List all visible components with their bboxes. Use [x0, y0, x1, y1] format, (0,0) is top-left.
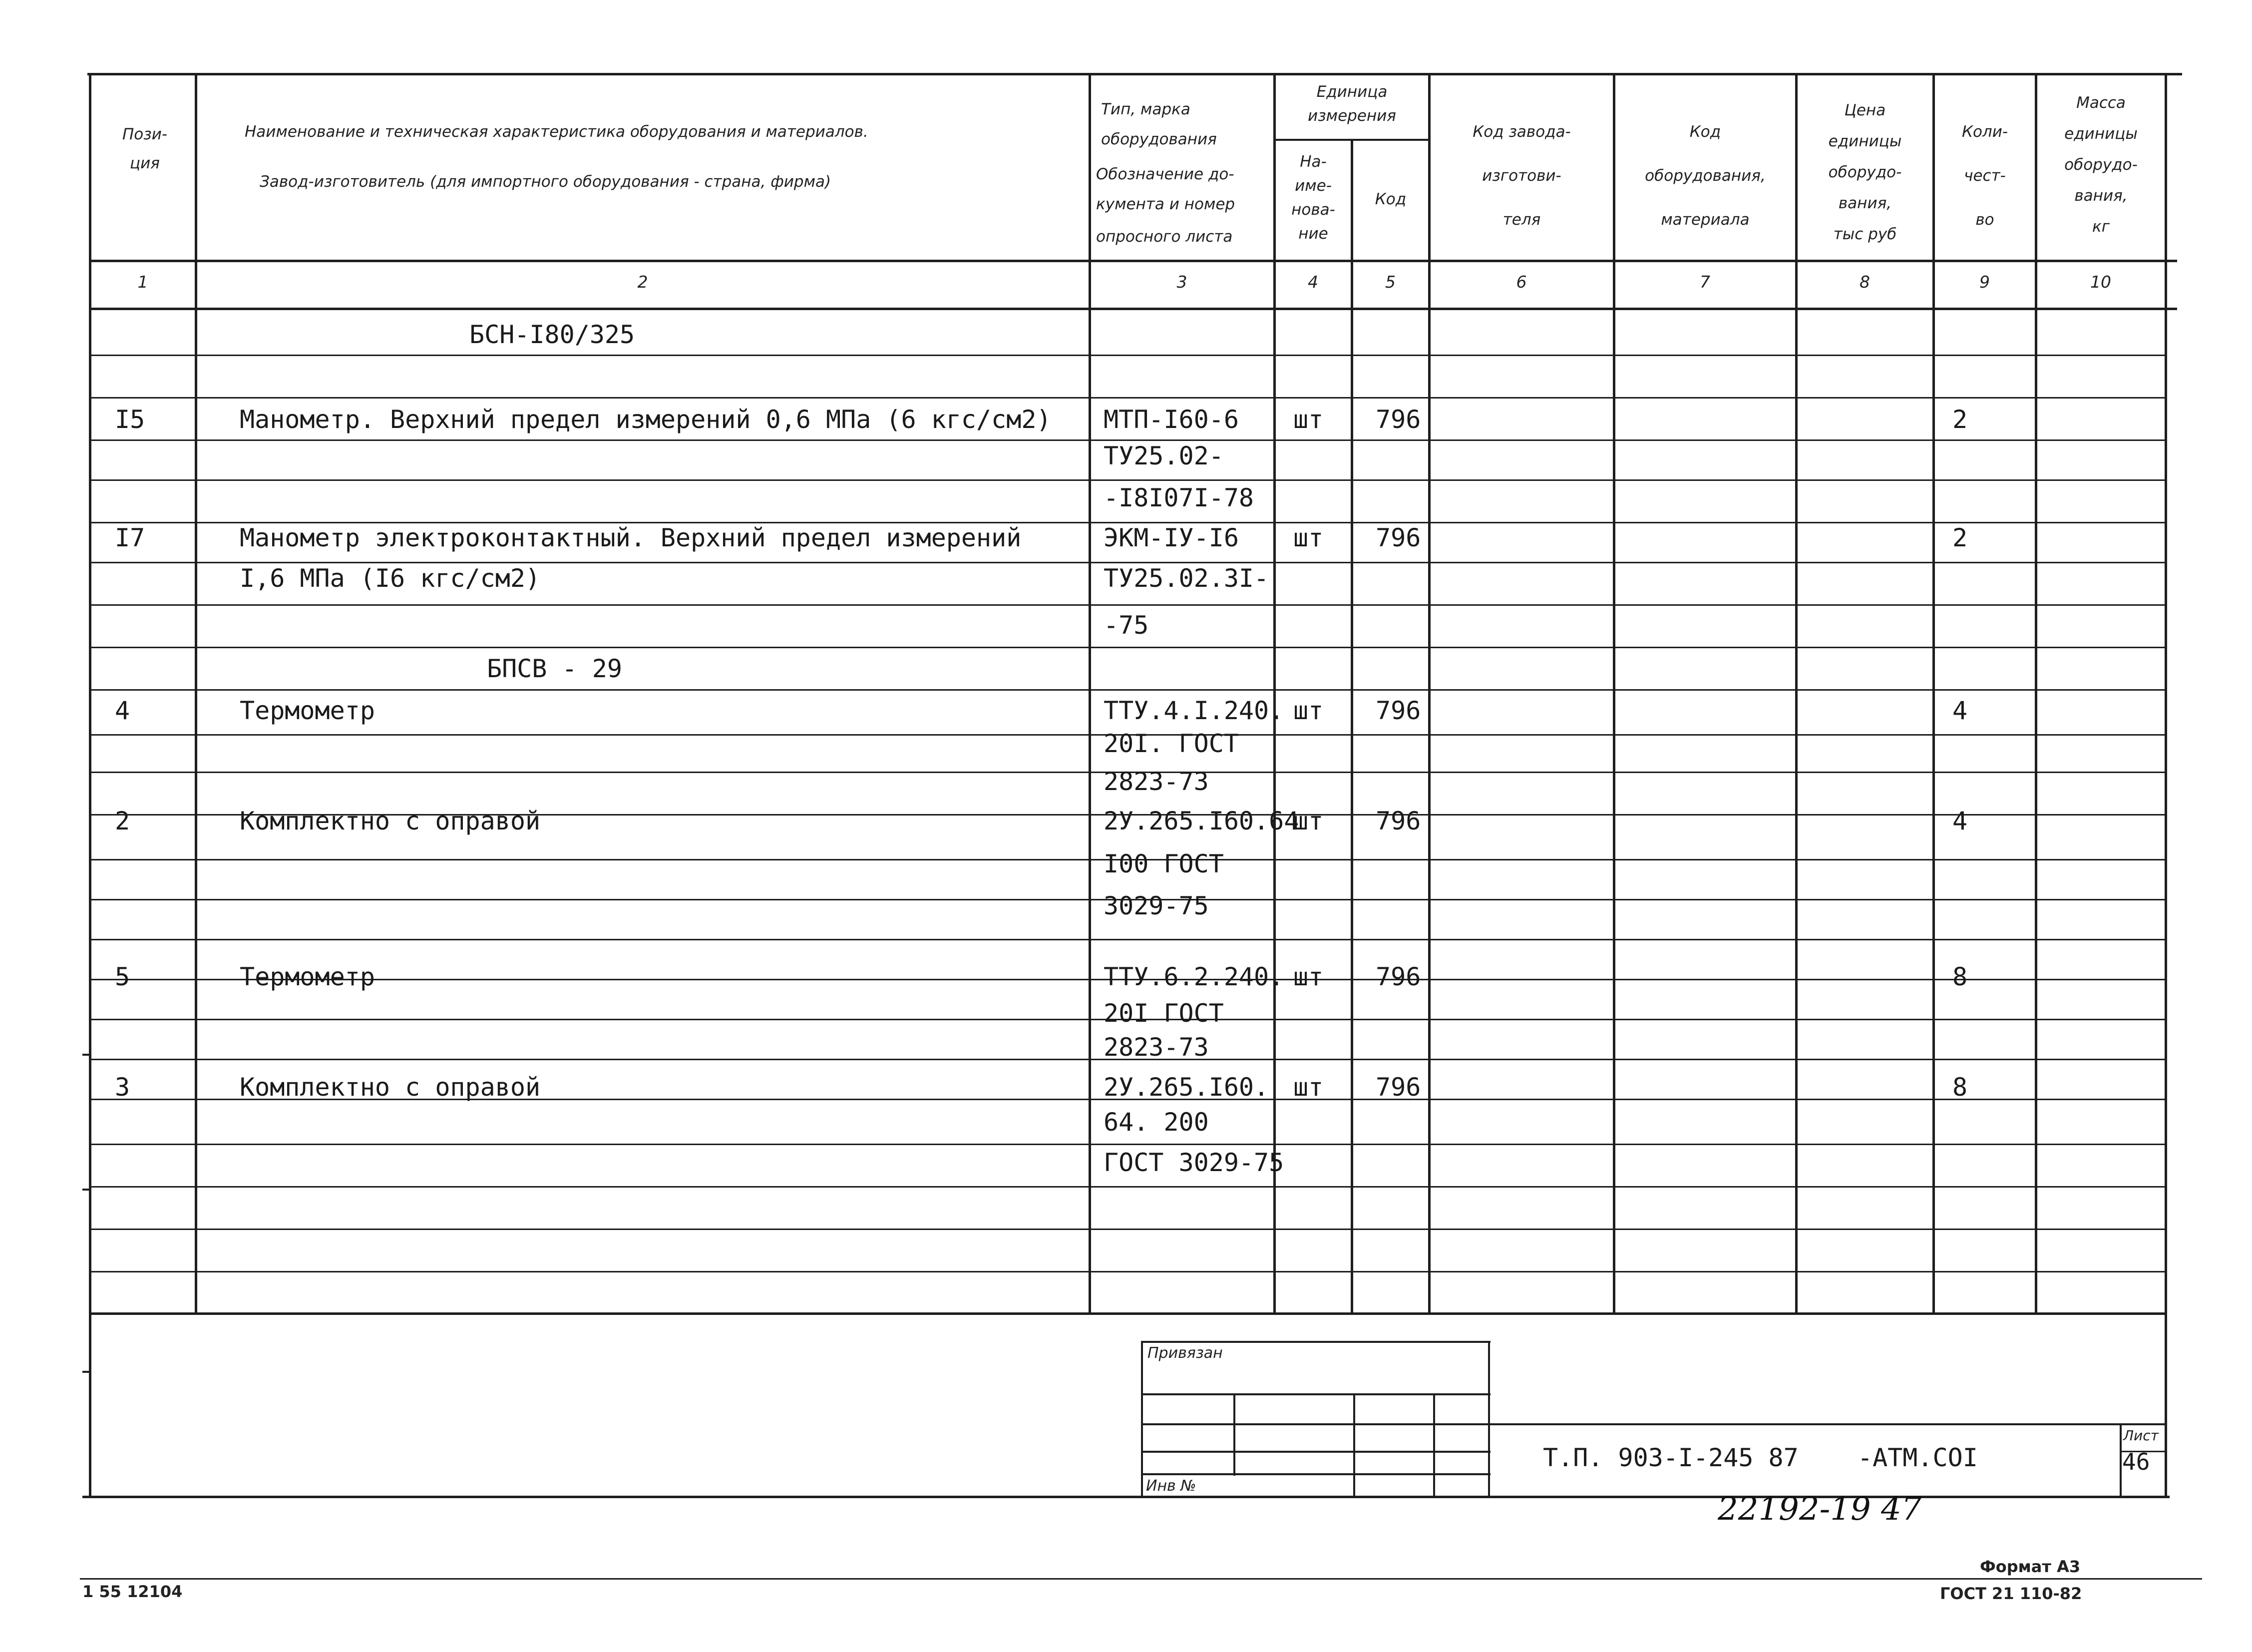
vline-c7 [1795, 74, 1798, 1312]
header-unit-group: Единица измерения [1308, 83, 1396, 125]
colnum-9: 9 [1979, 272, 1990, 292]
stamp-v2 [1353, 1393, 1355, 1497]
colnum-6: 6 [1516, 272, 1527, 292]
colnum-3: 3 [1176, 272, 1187, 292]
type-cell: 2823-73 [1104, 1033, 1209, 1062]
position-cell: 2 [115, 807, 130, 835]
colnum-1: 1 [137, 272, 148, 292]
row-separator [90, 1271, 2167, 1272]
colnum-5: 5 [1385, 272, 1396, 292]
margin-tick-1 [82, 1054, 91, 1056]
name-cell: Термометр [240, 962, 375, 991]
row-separator [90, 1186, 2167, 1188]
unit-code-cell: 796 [1376, 405, 1421, 434]
vline-c2 [1089, 74, 1091, 1312]
footer-line [80, 1578, 2202, 1580]
position-cell: I7 [115, 523, 145, 552]
name-cell: Комплектно с оправой [240, 807, 541, 835]
row-separator [90, 439, 2167, 441]
type-cell: ТТУ.6.2.240. [1104, 962, 1284, 991]
name-cell: Комплектно с оправой [240, 1073, 541, 1102]
type-cell: 2823-73 [1104, 767, 1209, 796]
name-cell: Манометр. Верхний предел измерений 0,6 МПа (6 кгс/см2) [240, 405, 1052, 434]
type-cell: ТТУ.4.I.240. [1104, 696, 1284, 725]
unit-code-cell: 796 [1376, 1073, 1421, 1102]
footer-format: Формат А3 [1980, 1557, 2081, 1576]
stamp-approved-label: Привязан [1147, 1344, 1223, 1362]
row-separator [90, 355, 2167, 356]
unit-code-cell: 796 [1376, 696, 1421, 725]
name-cell: Манометр электроконтактный. Верхний предел измерений [240, 523, 1022, 552]
stamp-left [1141, 1341, 1143, 1497]
header-unit-code: Код [1375, 190, 1407, 208]
unit-name-cell: шт [1293, 962, 1324, 991]
header-type-line4: кумента и номер [1096, 195, 1235, 213]
stamp-line5 [1141, 1473, 1491, 1475]
header-type-line2: оборудования [1101, 130, 1217, 148]
position-cell: 4 [115, 696, 130, 725]
footer-left-code: 1 55 12104 [82, 1582, 183, 1601]
header-mass: Масса единицы оборудо- вания, кг [2064, 94, 2138, 236]
type-cell: 20I. ГОСТ [1104, 729, 1239, 758]
unit-name-cell: шт [1293, 807, 1324, 835]
header-name-line2: Завод-изготовитель (для импортного оборудования - страна, фирма) [260, 173, 831, 191]
type-cell: I00 ГОСТ [1104, 849, 1224, 878]
sheet-label: Лист [2123, 1427, 2159, 1444]
position-cell: I5 [115, 405, 145, 434]
stamp-line4 [1141, 1451, 1491, 1453]
unit-name-cell: шт [1293, 405, 1324, 434]
header-type-line3: Обозначение до- [1096, 165, 1234, 183]
quantity-cell: 2 [1952, 523, 1968, 552]
header-name-line1: Наименование и техническая характеристика оборудования и материалов. [245, 123, 868, 141]
colnum-8: 8 [1860, 272, 1870, 292]
quantity-cell: 2 [1952, 405, 1968, 434]
unit-name-cell: шт [1293, 696, 1324, 725]
type-cell: 20I ГОСТ [1104, 999, 1224, 1028]
unit-name-cell: шт [1293, 1073, 1324, 1102]
header-type-line1: Тип, марка [1101, 100, 1190, 118]
vline-c6 [1613, 74, 1615, 1312]
vline-c3 [1273, 74, 1276, 1312]
quantity-cell: 4 [1952, 696, 1968, 725]
vline-c8 [1932, 74, 1935, 1312]
colnum-2: 2 [637, 272, 648, 292]
type-cell: ГОСТ 3029-75 [1104, 1148, 1284, 1177]
position-cell: 5 [115, 962, 130, 991]
name-cell: I,6 МПа (I6 кгс/см2) [240, 564, 541, 593]
unit-code-cell: 796 [1376, 807, 1421, 835]
name-cell: Термометр [240, 696, 375, 725]
vline-c9 [2035, 74, 2037, 1312]
header-unit-name: На- име- нова- ние [1291, 153, 1335, 243]
sheet-box-left [2120, 1423, 2122, 1497]
row-separator [90, 689, 2167, 691]
titleblock-top [1488, 1423, 2167, 1425]
header-position: Пози- ция [122, 125, 168, 172]
stamp-line2 [1141, 1393, 1491, 1395]
type-cell: 3029-75 [1104, 891, 1209, 920]
colnum-bottom-line [90, 308, 2177, 310]
handwritten-number: 22192-19 47 [1718, 1491, 1922, 1528]
row-separator [90, 479, 2167, 481]
footer-gost: ГОСТ 21 110-82 [1940, 1584, 2082, 1603]
type-cell: ТУ25.02.3I- [1104, 564, 1269, 593]
colnum-10: 10 [2090, 272, 2111, 292]
row-separator [90, 397, 2167, 399]
sheet-number: 46 [2122, 1448, 2150, 1475]
margin-tick-2 [82, 1189, 91, 1191]
table-top-border [87, 73, 2182, 75]
type-cell: -I8I07I-78 [1104, 483, 1254, 512]
unit-name-cell: шт [1293, 523, 1324, 552]
type-cell: МТП-I60-6 [1104, 405, 1239, 434]
header-quantity: Коли- чест- во [1961, 123, 2008, 229]
vline-c4 [1351, 140, 1353, 1313]
stamp-v3 [1433, 1393, 1435, 1497]
row-separator [90, 604, 2167, 606]
quantity-cell: 8 [1952, 1073, 1968, 1102]
unit-code-cell: 796 [1376, 962, 1421, 991]
header-equipment-code: Код оборудования, материала [1645, 123, 1766, 229]
row-separator [90, 647, 2167, 648]
row-separator [90, 562, 2167, 563]
type-cell: ЭКМ-IУ-I6 [1104, 523, 1239, 552]
type-cell: 2У.265.I60.64 [1104, 807, 1299, 835]
row-separator [90, 1229, 2167, 1230]
header-price: Цена единицы оборудо- вания, тыс руб [1828, 101, 1902, 243]
stamp-line3 [1141, 1423, 1491, 1425]
row-separator [90, 1144, 2167, 1145]
margin-tick-3 [82, 1371, 91, 1373]
stamp-right [1488, 1341, 1490, 1497]
header-bottom-line [90, 260, 2177, 262]
document-code: Т.П. 903-I-245 87 [1543, 1443, 1799, 1472]
name-cell: БСН-I80/325 [469, 320, 635, 349]
unit-code-cell: 796 [1376, 523, 1421, 552]
stamp-top [1141, 1341, 1491, 1343]
name-cell: БПСВ - 29 [487, 654, 622, 683]
type-cell: -75 [1104, 611, 1149, 640]
type-cell: 64. 200 [1104, 1108, 1209, 1137]
position-cell: 3 [115, 1073, 130, 1102]
vline-c5 [1428, 74, 1431, 1312]
header-type-line5: опросного листа [1096, 228, 1233, 246]
vline-c1 [195, 74, 197, 1312]
document-code-suffix: -АТМ.СОI [1858, 1443, 1978, 1472]
row-separator [90, 939, 2167, 940]
stamp-inv-label: Инв № [1146, 1477, 1196, 1495]
type-cell: ТУ25.02- [1104, 441, 1224, 470]
header-factory-code: Код завода- изготови- теля [1473, 123, 1571, 229]
table-bottom-border [90, 1312, 2167, 1315]
quantity-cell: 8 [1952, 962, 1968, 991]
quantity-cell: 4 [1952, 807, 1968, 835]
colnum-7: 7 [1700, 272, 1710, 292]
type-cell: 2У.265.I60. [1104, 1073, 1269, 1102]
stamp-v1 [1233, 1393, 1235, 1476]
colnum-4: 4 [1308, 272, 1318, 292]
